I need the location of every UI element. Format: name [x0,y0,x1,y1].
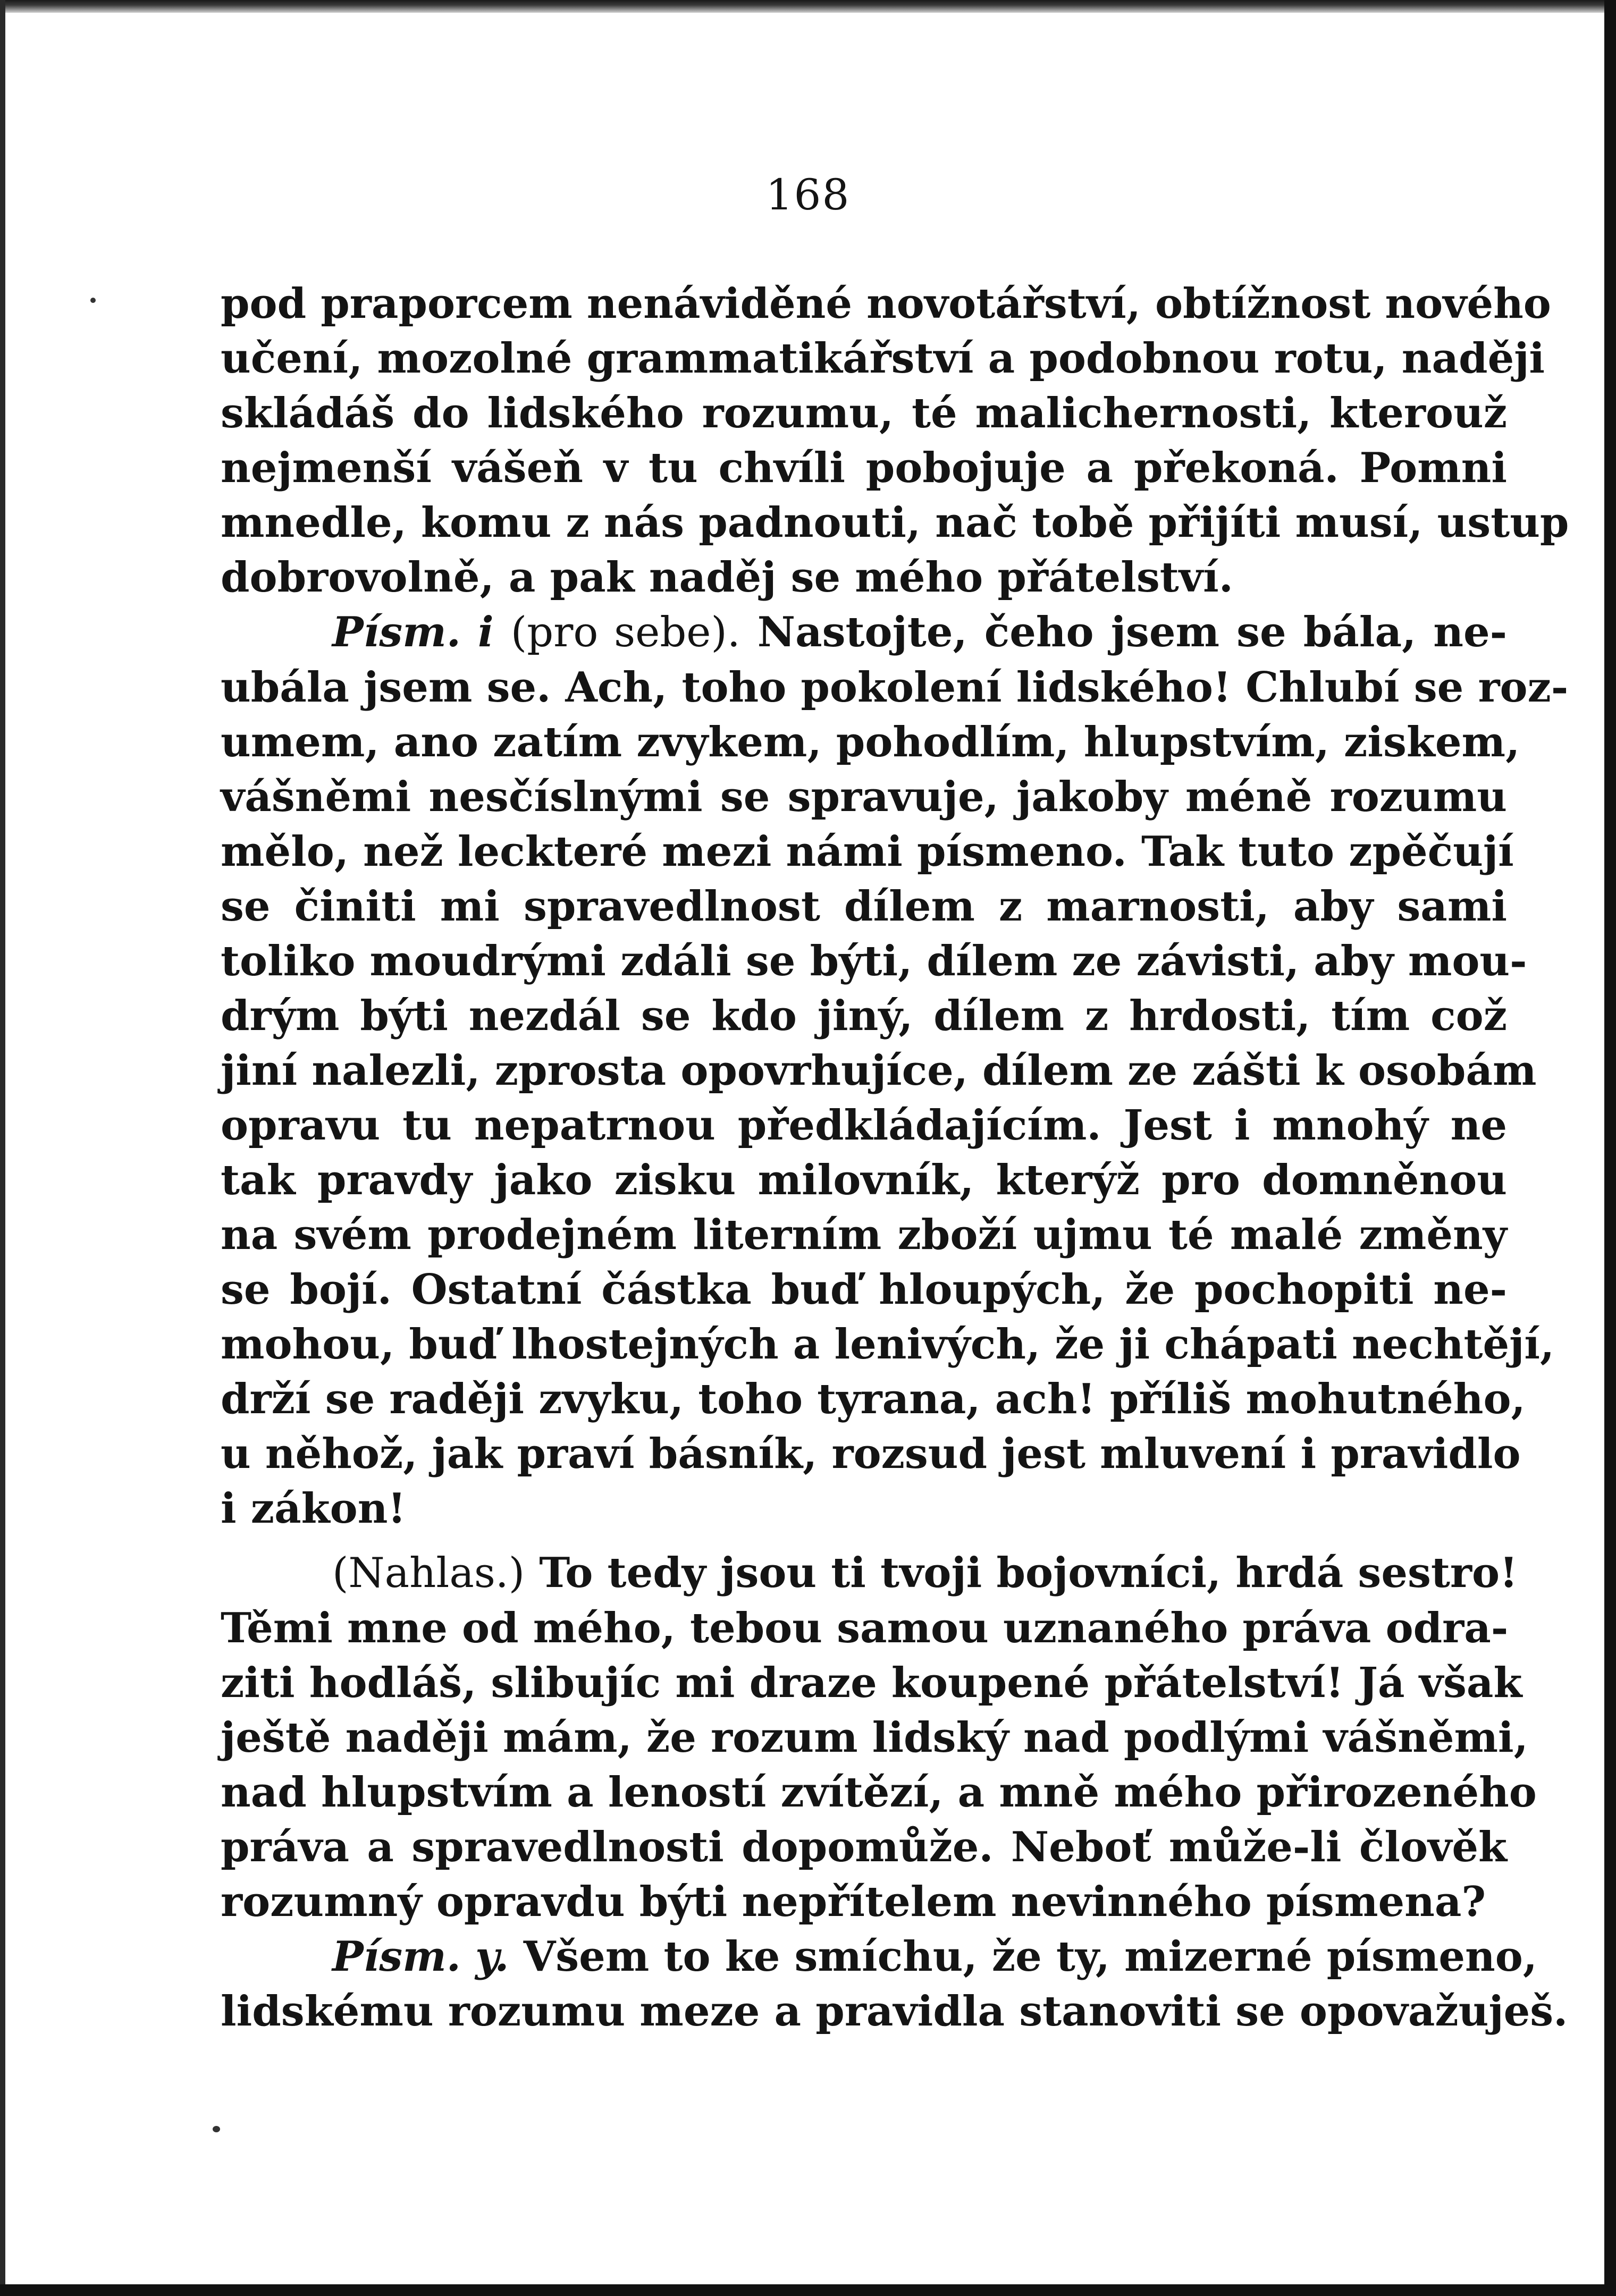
dialogue-line [221,1929,1537,1984]
text-line: opravu tu nepatrnou předkládajícím. Jest i mnohý ne [221,1101,1507,1150]
text-line: drým býti nezdál se kdo jiný, dílem z hrdosti, tím což [221,992,1507,1040]
text-line: práva a spravedlnosti dopomůže. Neboť může-li člověk [221,1823,1507,1871]
text-line: Těmi mne od mého, tebou samou uznaného práva odra- [221,1604,1509,1652]
dialogue-line [221,1546,1518,1601]
scan-bottom-edge [0,2284,1616,2296]
text-line: nejmenší vášeň v tu chvíli pobojuje a překoná. Pomni [221,444,1507,492]
text-line: toliko moudrými zdáli se býti, dílem ze závisti, aby mou- [221,937,1527,985]
text-line: ještě naději mám, že rozum lidský nad podlými vášněmi, [221,1713,1528,1762]
text-line: ubála jsem se. Ach, toho pokolení lidského! Chlubí se roz- [221,663,1569,712]
text-line: mohou, buď lhostejných a lenivých, že ji chápati nechtějí, [221,1320,1555,1369]
text-line: učení, mozolné grammatikářství a podobnou rotu, naději [221,334,1545,383]
text-span: Nastojte, čeho jsem se bála, ne- [757,608,1508,656]
scan-right-edge [1604,0,1616,2296]
text-line: rozumný opravdu býti nepřítelem nevinného písmena? [221,1878,1486,1926]
body-text [221,276,1569,2039]
text-line: mělo, než leckteré mezi námi písmeno. Tak tuto zpěčují [221,828,1514,876]
text-line: nad hlupstvím a leností zvítězí, a mně mého přirozeného [221,1768,1537,1817]
stage-direction: (Nahlas.) [332,1549,525,1597]
text-line: drží se raději zvyku, toho tyrana, ach! příliš mohutného, [221,1375,1526,1423]
text-line: tak pravdy jako zisku milovník, kterýž pro domněnou [221,1156,1507,1204]
text-line: lidskému rozumu meze a pravidla stanoviti se opovažuješ. [221,1987,1568,2036]
speaker-label: Písm. i [332,608,494,656]
text-line: ziti hodláš, slibujíc mi draze koupené přátelství! Já však [221,1659,1522,1707]
speaker-label: Písm. y. [332,1932,509,1981]
text-line: u něhož, jak praví básník, rozsud jest mluvení i pravidlo [221,1430,1521,1478]
scan-speck [213,2126,220,2132]
text-line: umem, ano zatím zvykem, pohodlím, hlupstvím, ziskem, [221,718,1520,766]
text-line: na svém prodejném literním zboží ujmu té malé změny [221,1211,1507,1259]
text-line: vášněmi nesčíslnými se spravuje, jakoby méně rozumu [221,773,1507,821]
text-line: i zákon! [221,1484,406,1533]
text-line: jiní nalezli, zprosta opovrhujíce, dílem ze zášti k osobám [221,1046,1537,1095]
text-span: Všem to ke smíchu, že ty, mizerné písmeno, [523,1932,1537,1981]
text-line: se bojí. Ostatní částka buď hloupých, že pochopiti ne- [221,1265,1507,1314]
text-line: pod praporcem nenáviděné novotářství, obtížnost nového [221,280,1551,328]
page-number: 168 [765,170,851,220]
dialogue-line [221,605,1507,660]
scan-top-edge [0,0,1616,13]
text-span: To tedy jsou ti tvoji bojovníci, hrdá sestro! [539,1549,1518,1597]
text-line: dobrovolně, a pak naděj se mého přátelství. [221,553,1233,602]
stage-direction: (pro sebe). [510,609,740,656]
text-line: se činiti mi spravedlnost dílem z marnosti, aby sami [221,882,1507,931]
text-line: skládáš do lidského rozumu, té malichernosti, kterouž [221,389,1507,437]
scan-speck [90,298,96,303]
scan-left-edge [0,0,5,2296]
text-line: mnedle, komu z nás padnouti, nač tobě přijíti musí, ustup [221,499,1569,547]
